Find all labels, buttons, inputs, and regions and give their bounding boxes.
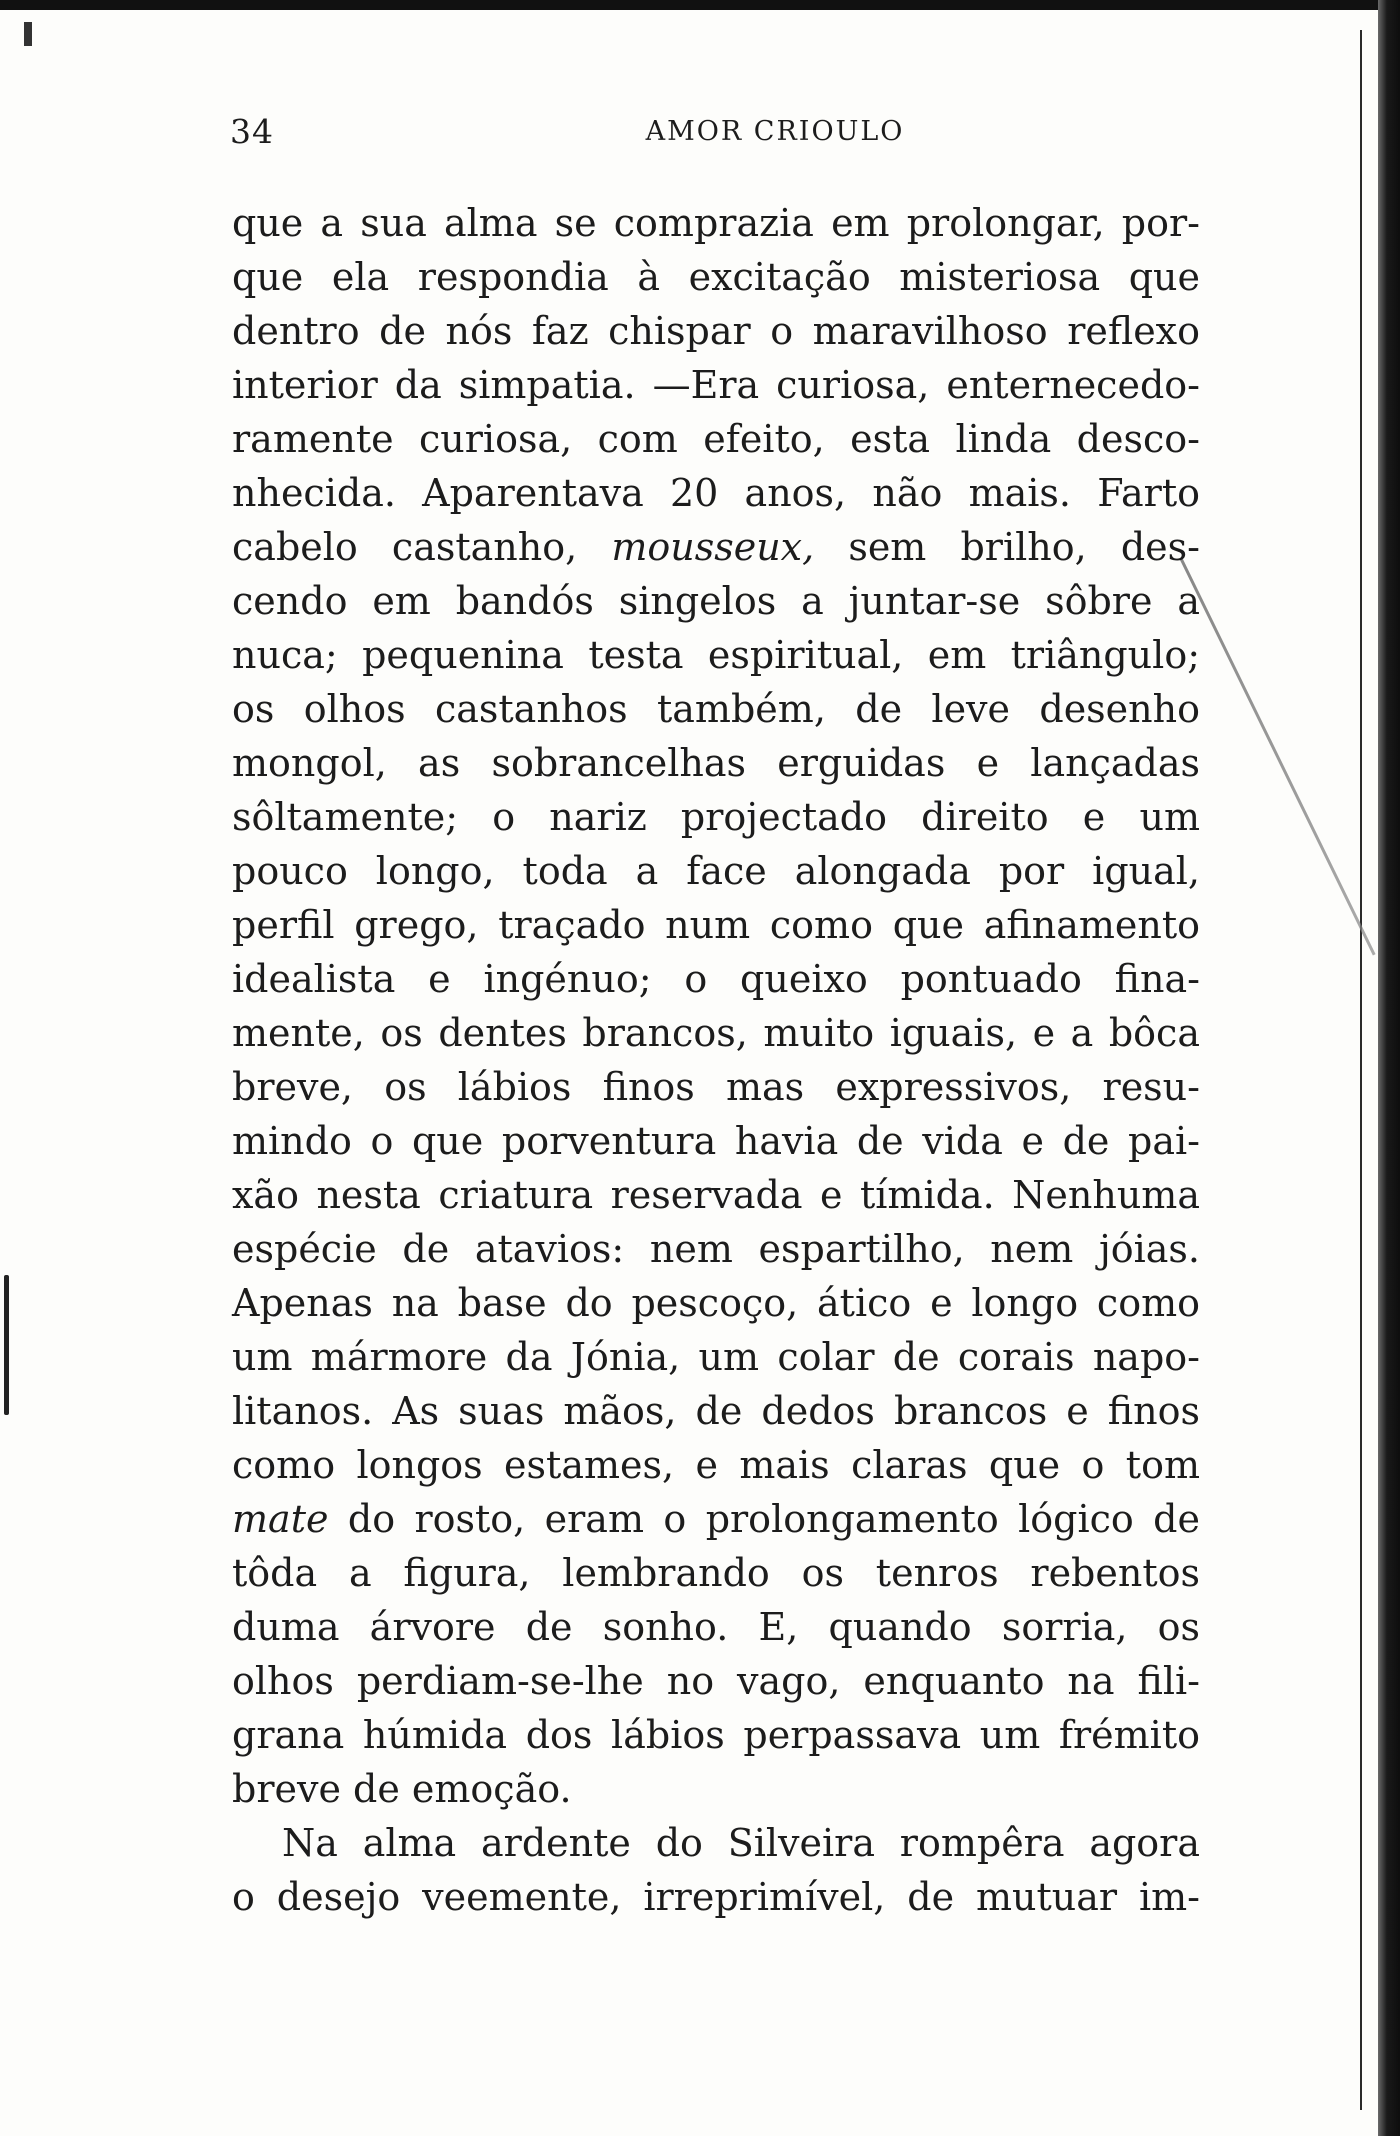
scan-border-top	[0, 0, 1400, 10]
scan-artifact-corner	[24, 22, 32, 46]
italic-word: mousseux,	[611, 525, 815, 569]
text-line: litanos. As suas mãos, de dedos brancos e finos	[232, 1389, 1200, 1433]
paragraph-last-line: breve de emoção.	[232, 1767, 572, 1811]
text-line: dentro de nós faz chispar o maravilhoso reflexo	[232, 309, 1200, 353]
running-title: AMOR CRIOULO	[645, 116, 905, 147]
text-line: que a sua alma se comprazia em prolongar, por-	[232, 201, 1200, 245]
text-line: o desejo veemente, irreprimível, de mutuar im-	[232, 1875, 1200, 1919]
scan-artifact-left	[4, 1275, 9, 1415]
text-line: que ela respondia à excitação misteriosa que	[232, 255, 1200, 299]
body-text	[232, 196, 1200, 1924]
text-line: perfil grego, traçado num como que afinamento	[232, 903, 1200, 947]
italic-word: mate	[232, 1497, 329, 1541]
text-line: mongol, as sobrancelhas erguidas e lançadas	[232, 741, 1200, 785]
text-line: olhos perdiam-se-lhe no vago, enquanto na fili-	[232, 1659, 1200, 1703]
page-edge-line	[1360, 30, 1362, 2110]
text-line: Apenas na base do pescoço, ático e longo como	[232, 1281, 1200, 1325]
text-line: mindo o que porventura havia de vida e de pai-	[232, 1119, 1200, 1163]
text-line: pouco longo, toda a face alongada por igual,	[232, 849, 1200, 893]
text-line: xão nesta criatura reservada e tímida. Nenhuma	[232, 1173, 1200, 1217]
text-fragment: cabelo castanho,	[232, 525, 612, 569]
text-fragment: sem brilho, des-	[814, 525, 1200, 569]
text-line: duma árvore de sonho. E, quando sorria, os	[232, 1605, 1200, 1649]
page-header	[230, 112, 1200, 152]
text-line: grana húmida dos lábios perpassava um frémito	[232, 1713, 1200, 1757]
pencil-stroke	[1180, 559, 1376, 956]
scan-border-right	[1378, 0, 1400, 2136]
text-fragment: do rosto, eram o prolongamento lógico de	[328, 1497, 1200, 1541]
text-line: como longos estames, e mais claras que o tom	[232, 1443, 1200, 1487]
text-line: um mármore da Jónia, um colar de corais napo-	[232, 1335, 1200, 1379]
text-line: espécie de atavios: nem espartilho, nem jóias.	[232, 1227, 1200, 1271]
text-line: nuca; pequenina testa espiritual, em triângulo;	[232, 633, 1200, 677]
text-line: os olhos castanhos também, de leve desenho	[232, 687, 1200, 731]
text-line: tôda a figura, lembrando os tenros rebentos	[232, 1551, 1200, 1595]
text-line: ramente curiosa, com efeito, esta linda desco-	[232, 417, 1200, 461]
page-number: 34	[230, 112, 274, 151]
text-line: cendo em bandós singelos a juntar-se sôbre a	[232, 579, 1200, 623]
text-line: sôltamente; o nariz projectado direito e um	[232, 795, 1200, 839]
text-line: mente, os dentes brancos, muito iguais, e a bôca	[232, 1011, 1200, 1055]
text-line-with-italic	[232, 1492, 1200, 1546]
text-line-with-italic	[232, 520, 1200, 574]
text-line: idealista e ingénuo; o queixo pontuado fina-	[232, 957, 1200, 1001]
text-line: interior da simpatia. —Era curiosa, enternecedo-	[232, 363, 1200, 407]
paragraph-first-line: Na alma ardente do Silveira rompêra agora	[282, 1821, 1200, 1865]
text-line: breve, os lábios finos mas expressivos, resu-	[232, 1065, 1200, 1109]
text-line: nhecida. Aparentava 20 anos, não mais. Farto	[232, 471, 1200, 515]
